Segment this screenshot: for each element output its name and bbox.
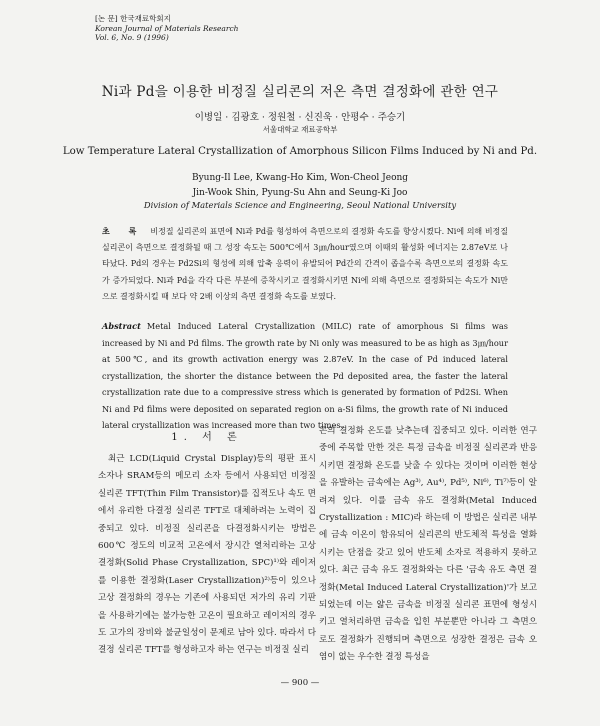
english-abstract	[102, 318, 508, 434]
korean-affiliation: 서울대학교 재료공학부	[262, 125, 338, 134]
english-authors	[0, 171, 600, 201]
english-affiliation: Division of Materials Science and Engineering, Seoul National University	[143, 200, 457, 210]
korean-authors: 이병일 · 김광호 · 정원철 · 신진욱 · 안평수 · 주승기	[194, 112, 406, 123]
korean-title: Ni과 Pd을 이용한 비정질 실리콘의 저온 측면 결정화에 관한 연구	[101, 84, 499, 100]
section-heading: 1. 서 론	[171, 432, 243, 443]
journal-volume: Vol. 6, No. 9 (1996)	[95, 33, 169, 42]
body-left-column	[98, 451, 316, 660]
body-right-column	[319, 423, 537, 667]
korean-abstract	[102, 223, 508, 305]
journal-header	[95, 14, 238, 43]
english-authors-line2: Jin-Wook Shin, Pyung-Su Ahn and Seung-Ki Joo	[192, 188, 408, 198]
english-title: Low Temperature Lateral Crystallization of Amorphous Silicon Films Induced by Ni and Pd.	[62, 146, 538, 157]
body-right-text: 콘의 결정화 온도를 낮추는데 집중되고 있다. 이러한 연구 중에 주목할 만한 것은 특정 금속을 비정질 실리콘과 반응시키면 결정화 온도를 낮출 수 있다는 것이며 이러한 현상을 유발하는 금속에는 Ag³⁾, Au⁴⁾, Pd⁵⁾, Ni⁶⁾, Ti⁷⁾등이 알려져 있다. 이를 금속 유도 결정화(Metal Induced Crystallization : MIC)라 하는데 이 방법은 실리콘 내부에 금속 이온이 함유되어 실리콘의 반도체적 특성을 열화시키는 단점을 갖고 있어 반도체 소자로 적용하지 못하고 있다. 최근 금속 유도 결정화와는 다른 '금속 유도 측면 결정화(Metal Induced Lateral Crystallization)'가 보고되었는데 이는 얇은 금속을 비정질 실리콘 표면에 형성시키고 열처리하면 금속을 입힌 부분뿐만 아니라 그 측면으로도 결정화가 진행되며 측면으로 성장한 결정은 금속 오염이 없는 우수한 결정 특성을	[319, 426, 537, 663]
journal-name: Korean Journal of Materials Research	[95, 23, 239, 33]
english-abstract-text: Metal Induced Lateral Crystallization (MILC) rate of amorphous Si films was increased by Ni and Pd films. The growth rate by Ni only was measured to be as high as 3㎛/hour at 500℃, and its growth activation energy was 2.87eV. In the case of Pd induced lateral crystallization, the shorter the distance between the Pd deposited area, the faster the lateral crystallization rate due to a compressive stress which is generated by formation of Pd2Si. When Ni and Pd films were deposited on separated region on a-Si films, the growth rate of Ni induced lateral crystallization was increased more than two times.	[102, 321, 508, 430]
english-authors-line1: Byung-Il Lee, Kwang-Ho Kim, Won-Cheol Jeong	[191, 173, 409, 183]
english-abstract-label: Abstract	[102, 321, 141, 331]
body-left-text: 최근 LCD(Liquid Crystal Display)등의 평판 표시 소자나 SRAM등의 메모리 소자 등에서 사용되던 비정질 실리콘 TFT(Thin Film Transistor)를 집적도나 속도 면에서 유리한 다결정 실리콘 TFT로 대체하려는 노력이 집중되고 있다. 비정질 실리콘을 다결정화시키는 방법은 600℃ 정도의 비교적 고온에서 장시간 열처리하는 고상 결정화(Solid Phase Crystallization, SPC)¹⁾와 레이저를 이용한 결정화(Laser Crystallization)²⁾등이 있으나 고상 결정화의 경우는 기존에 사용되던 저가의 유리 기판을 사용하기에는 불가능한 고온이 필요하고 레이저의 경우도 고가의 장비와 불균일성이 문제로 남아 있다. 따라서 다결정 실리콘 TFT를 형성하고자 하는 연구는 비정질 실리	[98, 454, 316, 656]
korean-abstract-text: 비정질 실리콘의 표면에 Ni과 Pd를 형성하여 측면으로의 결정화 속도를 향상시켰다. Ni에 의해 비정질 실리콘이 측면으로 결정화될 때 그 성장 속도는 500℃에서 3㎛/hour였으며 이때의 활성화 에너지는 2.87eV로 나타났다. Pd의 경우는 Pd2Si의 형성에 의해 압축 응력이 유발되어 Pd간의 간격이 좁을수록 측면으로의 결정화 속도가 증가되었다. Ni과 Pd을 각각 다른 부분에 증착시키고 결정화시키면 Ni에 의해 측면으로 결정화되는 속도가 Ni만으로 결정화시킬 때 보다 약 2배 이상의 측면 결정화 속도를 보였다.	[102, 227, 508, 301]
journal-label: [논 문] 한국재료학회지	[95, 14, 171, 23]
page-number: — 900 —	[280, 678, 320, 688]
korean-abstract-label: 초 록	[102, 226, 145, 236]
